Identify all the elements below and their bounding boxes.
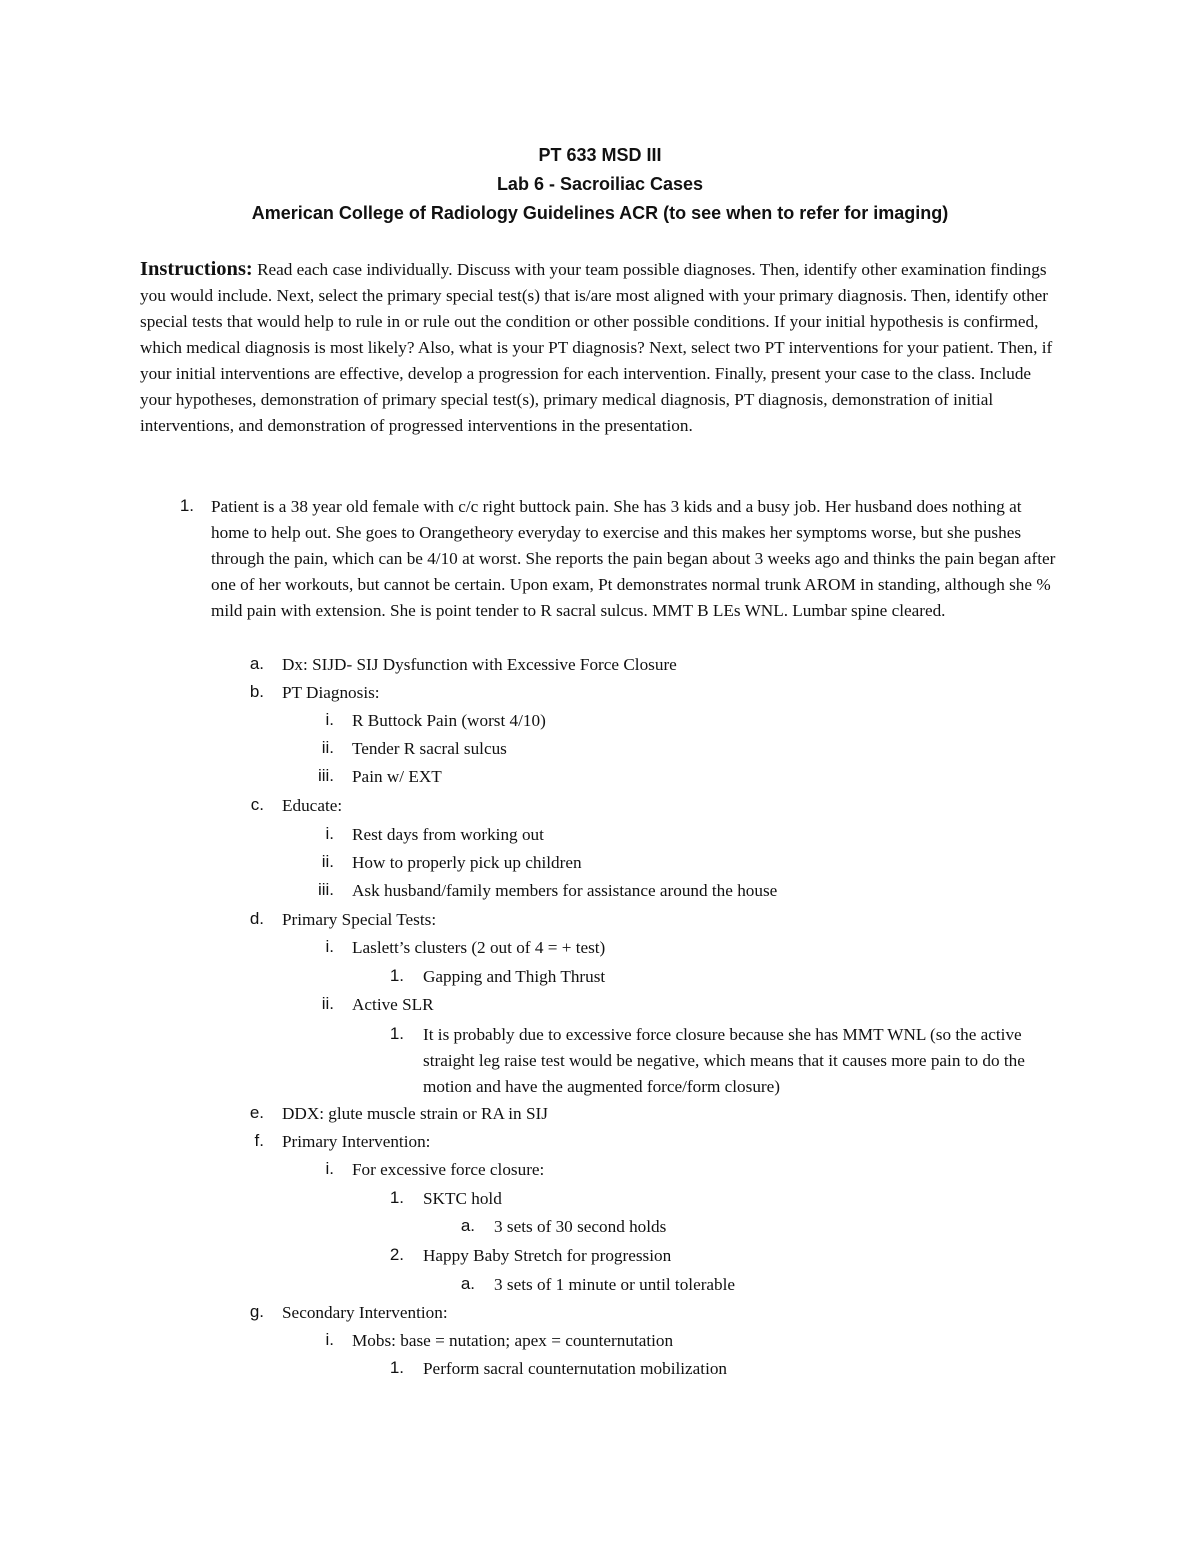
intervention-detail: SKTC hold (423, 1189, 502, 1208)
list-marker: 1. (389, 1358, 404, 1377)
list-marker: i. (325, 1330, 334, 1349)
differential-diagnosis: DDX: glute muscle strain or RA in SIJ (282, 1104, 548, 1123)
intervention-detail: Happy Baby Stretch for progression (423, 1246, 672, 1265)
list-marker: a. (249, 654, 264, 673)
educate-item: How to properly pick up children (352, 853, 582, 872)
list-marker: 1. (389, 1188, 404, 1207)
document-title (0, 141, 1200, 228)
educate-heading: Educate: (282, 796, 343, 815)
guidelines-link[interactable]: American College of Radiology Guidelines ACR (to see when to refer for imaging) (251, 203, 949, 223)
list-marker: 1. (389, 1024, 404, 1043)
course-title: PT 633 MSD III (538, 145, 662, 165)
educate-item: Rest days from working out (352, 825, 544, 844)
intervention-dosage: 3 sets of 1 minute or until tolerable (494, 1275, 736, 1294)
list-marker: i. (325, 824, 334, 843)
intervention-detail: Perform sacral counternutation mobilization (423, 1359, 728, 1378)
secondary-intervention-heading: Secondary Intervention: (282, 1303, 448, 1322)
lab-title: Lab 6 - Sacroiliac Cases (496, 174, 704, 194)
list-marker: i. (325, 937, 334, 956)
instructions-paragraph (140, 256, 1060, 439)
list-marker: i. (325, 710, 334, 729)
pt-diagnosis-item: R Buttock Pain (worst 4/10) (352, 711, 546, 730)
instructions-label: Instructions: (140, 258, 253, 280)
pt-diagnosis-item: Tender R sacral sulcus (352, 739, 507, 758)
list-marker: b. (249, 682, 264, 701)
list-marker: a. (460, 1274, 475, 1293)
list-marker: iii. (317, 880, 334, 899)
list-marker: ii. (321, 994, 334, 1013)
special-test-detail: It is probably due to excessive force closure because she has MMT WNL (so the active straight leg raise test would be negative, which means that it causes more pain to do the motion and have the augmented force/form closure) (423, 1025, 1025, 1096)
intervention-dosage: 3 sets of 30 second holds (494, 1217, 667, 1236)
list-marker: 1. (179, 496, 194, 515)
pt-diagnosis-heading: PT Diagnosis: (282, 683, 380, 702)
primary-intervention-heading: Primary Intervention: (282, 1132, 431, 1151)
instructions-text: Read each case individually. Discuss with your team possible diagnoses. Then, identify other examination findings you would include. Next, select the primary special test(s) that is/are most aligned with your primary diagnosis. Then, identify other special tests that would help to rule in or rule out the condition or other possible conditions. If your initial hypothesis is confirmed, which medical diagnosis is most likely? Also, what is your PT diagnosis? Next, select two PT interventions for your patient. Then, if your initial interventions are effective, develop a progression for each intervention. Finally, present your case to the class. Include your hypotheses, demonstration of primary special test(s), primary medical diagnosis, PT diagnosis, demonstration of initial interventions, and demonstration of progressed interventions in the presentation. (140, 260, 1053, 435)
diagnosis-text: Dx: SIJD- SIJ Dysfunction with Excessive Force Closure (282, 655, 677, 674)
list-marker: f. (254, 1131, 264, 1150)
list-marker: a. (460, 1216, 475, 1235)
special-test-item: Active SLR (352, 995, 434, 1014)
educate-item: Ask husband/family members for assistance around the house (352, 881, 778, 900)
pt-diagnosis-item: Pain w/ EXT (352, 767, 442, 786)
special-test-detail: Gapping and Thigh Thrust (423, 967, 606, 986)
special-tests-heading: Primary Special Tests: (282, 910, 437, 929)
case-1-description: Patient is a 38 year old female with c/c right buttock pain. She has 3 kids and a busy job. Her husband does nothing at home to help out. She goes to Orangetheory everyday to exercise and this makes her symptoms worse, but she pushes through the pain, which can be 4/10 at worst. She reports the pain began about 3 weeks ago and thinks the pain began after one of her workouts, but cannot be certain. Upon exam, Pt demonstrates normal trunk AROM in standing, although she % mild pain with extension. She is point tender to R sacral sulcus. MMT B LEs WNL. Lumbar spine cleared. (211, 497, 1056, 620)
list-marker: i. (325, 1159, 334, 1178)
list-marker: 2. (389, 1245, 404, 1264)
list-marker: ii. (321, 738, 334, 757)
list-marker: iii. (317, 766, 334, 785)
special-test-item: Laslett’s clusters (2 out of 4 = + test) (352, 938, 606, 957)
list-marker: d. (249, 909, 264, 928)
list-marker: e. (249, 1103, 264, 1122)
intervention-item: Mobs: base = nutation; apex = counternutation (352, 1331, 674, 1350)
intervention-item: For excessive force closure: (352, 1160, 545, 1179)
list-marker: 1. (389, 966, 404, 985)
list-marker: g. (249, 1302, 264, 1321)
list-marker: ii. (321, 852, 334, 871)
list-marker: c. (250, 795, 264, 814)
